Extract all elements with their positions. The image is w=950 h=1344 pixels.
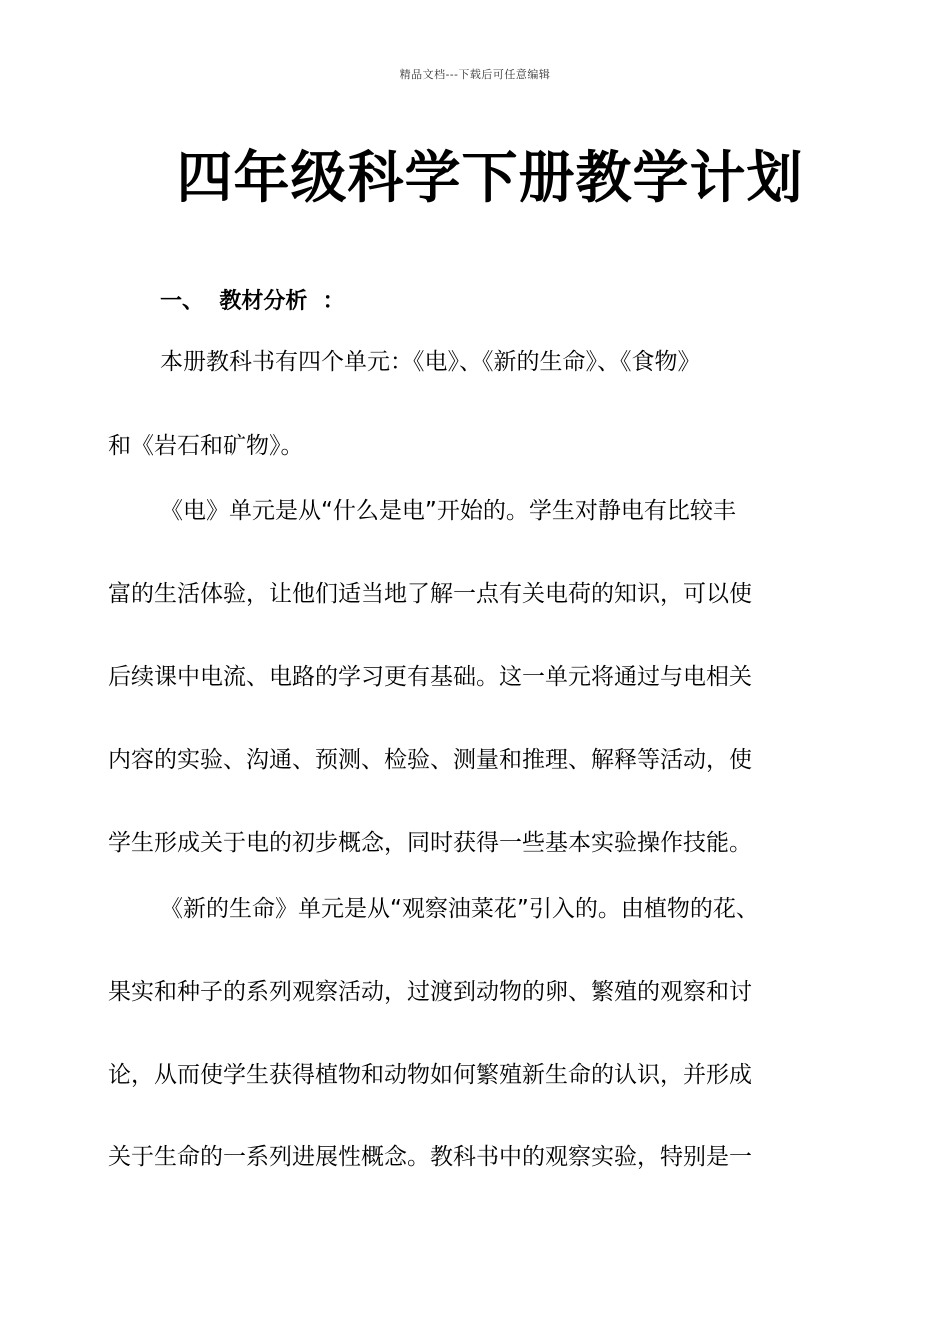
paragraph-line: 《新的生命》单元是从“观察油菜花”引入的。由植物的花、: [160, 896, 759, 922]
paragraph-line: 学生形成关于电的初步概念，同时获得一些基本实验操作技能。: [108, 830, 752, 856]
paragraph-line: 关于生命的一系列进展性概念。教科书中的观察实验，特别是一: [108, 1144, 752, 1170]
document-title: 四年级科学下册教学计划: [176, 146, 804, 211]
paragraph-line: 果实和种子的系列观察活动，过渡到动物的卵、繁殖的观察和讨: [108, 979, 752, 1005]
paragraph-line: 内容的实验、沟通、预测、检验、测量和推理、解释等活动，使: [108, 747, 752, 773]
paragraph-line: 富的生活体验，让他们适当地了解一点有关电荷的知识，可以使: [108, 581, 752, 607]
paragraph-line: 和《岩石和矿物》。: [108, 433, 304, 459]
paragraph-line: 本册教科书有四个单元：《电》、《新的生命》、《食物》: [160, 349, 701, 375]
paragraph-line: 《电》单元是从“什么是电”开始的。学生对静电有比较丰: [160, 498, 736, 524]
section-heading-textbook-analysis: 一、 教材分析 ：: [160, 289, 345, 314]
page-header-note: 精品文档---下载后可任意编辑: [399, 68, 551, 81]
paragraph-line: 论，从而使学生获得植物和动物如何繁殖新生命的认识，并形成: [108, 1062, 752, 1088]
paragraph-line: 后续课中电流、电路的学习更有基础。这一单元将通过与电相关: [108, 664, 752, 690]
